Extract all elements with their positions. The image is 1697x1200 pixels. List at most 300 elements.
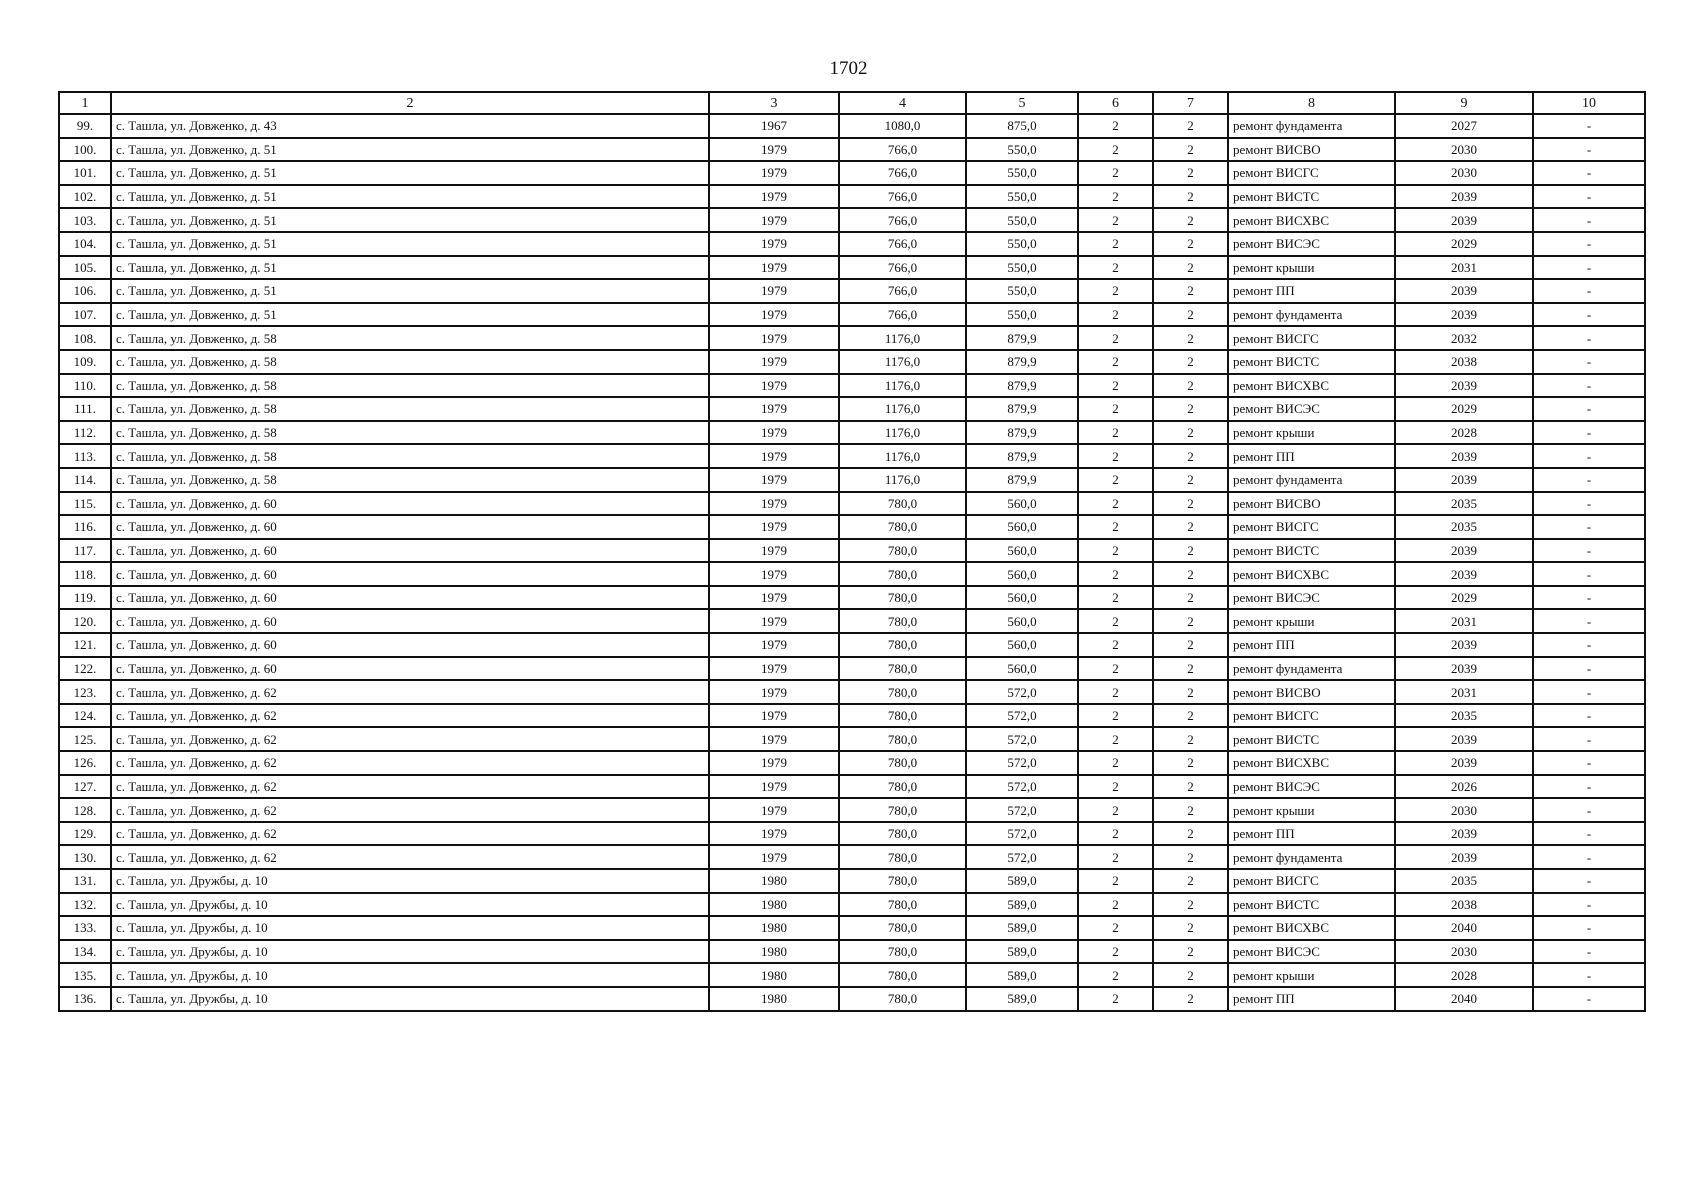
row-number-cell: 102. bbox=[59, 185, 111, 209]
total-area-cell: 780,0 bbox=[839, 727, 966, 751]
floors-cell: 2 bbox=[1078, 727, 1153, 751]
note-cell: - bbox=[1533, 279, 1645, 303]
year-cell: 1979 bbox=[709, 586, 839, 610]
entrances-cell: 2 bbox=[1153, 468, 1228, 492]
year-cell: 1979 bbox=[709, 775, 839, 799]
floors-cell: 2 bbox=[1078, 114, 1153, 138]
table-row bbox=[59, 987, 1645, 1011]
address-cell: с. Ташла, ул. Довженко, д. 60 bbox=[111, 657, 709, 681]
entrances-cell: 2 bbox=[1153, 798, 1228, 822]
work-type-cell: ремонт ВИСТС bbox=[1228, 893, 1395, 917]
total-area-cell: 766,0 bbox=[839, 256, 966, 280]
planned-year-cell: 2027 bbox=[1395, 114, 1533, 138]
total-area-cell: 766,0 bbox=[839, 161, 966, 185]
note-cell: - bbox=[1533, 444, 1645, 468]
row-number-cell: 126. bbox=[59, 751, 111, 775]
row-number-cell: 109. bbox=[59, 350, 111, 374]
row-number-cell: 108. bbox=[59, 326, 111, 350]
address-cell: с. Ташла, ул. Довженко, д. 51 bbox=[111, 208, 709, 232]
entrances-cell: 2 bbox=[1153, 775, 1228, 799]
note-cell: - bbox=[1533, 539, 1645, 563]
year-cell: 1979 bbox=[709, 374, 839, 398]
note-cell: - bbox=[1533, 987, 1645, 1011]
work-type-cell: ремонт ВИСХВС bbox=[1228, 751, 1395, 775]
planned-year-cell: 2031 bbox=[1395, 609, 1533, 633]
row-number-cell: 101. bbox=[59, 161, 111, 185]
year-cell: 1980 bbox=[709, 869, 839, 893]
address-cell: с. Ташла, ул. Довженко, д. 60 bbox=[111, 492, 709, 516]
address-cell: с. Ташла, ул. Довженко, д. 58 bbox=[111, 468, 709, 492]
floors-cell: 2 bbox=[1078, 893, 1153, 917]
note-cell: - bbox=[1533, 680, 1645, 704]
planned-year-cell: 2035 bbox=[1395, 515, 1533, 539]
column-header: 1 bbox=[59, 92, 111, 114]
year-cell: 1979 bbox=[709, 798, 839, 822]
entrances-cell: 2 bbox=[1153, 161, 1228, 185]
address-cell: с. Ташла, ул. Довженко, д. 62 bbox=[111, 727, 709, 751]
note-cell: - bbox=[1533, 421, 1645, 445]
entrances-cell: 2 bbox=[1153, 562, 1228, 586]
entrances-cell: 2 bbox=[1153, 326, 1228, 350]
year-cell: 1979 bbox=[709, 515, 839, 539]
address-cell: с. Ташла, ул. Довженко, д. 51 bbox=[111, 256, 709, 280]
work-type-cell: ремонт ВИСВО bbox=[1228, 680, 1395, 704]
note-cell: - bbox=[1533, 893, 1645, 917]
year-cell: 1979 bbox=[709, 350, 839, 374]
total-area-cell: 780,0 bbox=[839, 916, 966, 940]
living-area-cell: 560,0 bbox=[966, 539, 1078, 563]
planned-year-cell: 2039 bbox=[1395, 751, 1533, 775]
table-row bbox=[59, 421, 1645, 445]
table-row bbox=[59, 138, 1645, 162]
column-header: 8 bbox=[1228, 92, 1395, 114]
living-area-cell: 589,0 bbox=[966, 916, 1078, 940]
row-number-cell: 112. bbox=[59, 421, 111, 445]
living-area-cell: 550,0 bbox=[966, 303, 1078, 327]
living-area-cell: 560,0 bbox=[966, 657, 1078, 681]
address-cell: с. Ташла, ул. Довженко, д. 62 bbox=[111, 845, 709, 869]
floors-cell: 2 bbox=[1078, 963, 1153, 987]
row-number-cell: 114. bbox=[59, 468, 111, 492]
year-cell: 1979 bbox=[709, 492, 839, 516]
row-number-cell: 103. bbox=[59, 208, 111, 232]
note-cell: - bbox=[1533, 633, 1645, 657]
year-cell: 1980 bbox=[709, 893, 839, 917]
note-cell: - bbox=[1533, 232, 1645, 256]
total-area-cell: 766,0 bbox=[839, 138, 966, 162]
total-area-cell: 766,0 bbox=[839, 185, 966, 209]
table-row bbox=[59, 468, 1645, 492]
row-number-cell: 119. bbox=[59, 586, 111, 610]
table-row bbox=[59, 492, 1645, 516]
total-area-cell: 766,0 bbox=[839, 208, 966, 232]
row-number-cell: 100. bbox=[59, 138, 111, 162]
note-cell: - bbox=[1533, 869, 1645, 893]
living-area-cell: 589,0 bbox=[966, 963, 1078, 987]
address-cell: с. Ташла, ул. Довженко, д. 62 bbox=[111, 680, 709, 704]
address-cell: с. Ташла, ул. Довженко, д. 51 bbox=[111, 161, 709, 185]
planned-year-cell: 2039 bbox=[1395, 845, 1533, 869]
entrances-cell: 2 bbox=[1153, 114, 1228, 138]
year-cell: 1979 bbox=[709, 633, 839, 657]
note-cell: - bbox=[1533, 326, 1645, 350]
living-area-cell: 560,0 bbox=[966, 586, 1078, 610]
entrances-cell: 2 bbox=[1153, 751, 1228, 775]
table-body bbox=[59, 114, 1645, 1011]
row-number-cell: 136. bbox=[59, 987, 111, 1011]
work-type-cell: ремонт ВИСТС bbox=[1228, 350, 1395, 374]
planned-year-cell: 2040 bbox=[1395, 987, 1533, 1011]
total-area-cell: 780,0 bbox=[839, 963, 966, 987]
note-cell: - bbox=[1533, 751, 1645, 775]
living-area-cell: 572,0 bbox=[966, 798, 1078, 822]
floors-cell: 2 bbox=[1078, 798, 1153, 822]
work-type-cell: ремонт ВИСГС bbox=[1228, 704, 1395, 728]
entrances-cell: 2 bbox=[1153, 208, 1228, 232]
floors-cell: 2 bbox=[1078, 822, 1153, 846]
register-table bbox=[58, 91, 1646, 1012]
address-cell: с. Ташла, ул. Довженко, д. 58 bbox=[111, 444, 709, 468]
table-row bbox=[59, 114, 1645, 138]
row-number-cell: 115. bbox=[59, 492, 111, 516]
row-number-cell: 105. bbox=[59, 256, 111, 280]
work-type-cell: ремонт крыши bbox=[1228, 256, 1395, 280]
planned-year-cell: 2031 bbox=[1395, 256, 1533, 280]
work-type-cell: ремонт крыши bbox=[1228, 421, 1395, 445]
work-type-cell: ремонт ВИСХВС bbox=[1228, 916, 1395, 940]
total-area-cell: 766,0 bbox=[839, 279, 966, 303]
work-type-cell: ремонт фундамента bbox=[1228, 845, 1395, 869]
year-cell: 1979 bbox=[709, 185, 839, 209]
living-area-cell: 550,0 bbox=[966, 208, 1078, 232]
address-cell: с. Ташла, ул. Довженко, д. 51 bbox=[111, 138, 709, 162]
total-area-cell: 780,0 bbox=[839, 680, 966, 704]
planned-year-cell: 2039 bbox=[1395, 468, 1533, 492]
living-area-cell: 875,0 bbox=[966, 114, 1078, 138]
row-number-cell: 122. bbox=[59, 657, 111, 681]
row-number-cell: 135. bbox=[59, 963, 111, 987]
address-cell: с. Ташла, ул. Довженко, д. 58 bbox=[111, 374, 709, 398]
year-cell: 1979 bbox=[709, 208, 839, 232]
row-number-cell: 123. bbox=[59, 680, 111, 704]
floors-cell: 2 bbox=[1078, 326, 1153, 350]
year-cell: 1979 bbox=[709, 303, 839, 327]
entrances-cell: 2 bbox=[1153, 515, 1228, 539]
table-row bbox=[59, 916, 1645, 940]
total-area-cell: 780,0 bbox=[839, 562, 966, 586]
table-row bbox=[59, 963, 1645, 987]
year-cell: 1979 bbox=[709, 704, 839, 728]
total-area-cell: 780,0 bbox=[839, 539, 966, 563]
total-area-cell: 780,0 bbox=[839, 633, 966, 657]
row-number-cell: 111. bbox=[59, 397, 111, 421]
work-type-cell: ремонт крыши bbox=[1228, 609, 1395, 633]
table-row bbox=[59, 374, 1645, 398]
table-row bbox=[59, 727, 1645, 751]
entrances-cell: 2 bbox=[1153, 138, 1228, 162]
table-row bbox=[59, 562, 1645, 586]
address-cell: с. Ташла, ул. Довженко, д. 60 bbox=[111, 609, 709, 633]
living-area-cell: 550,0 bbox=[966, 161, 1078, 185]
entrances-cell: 2 bbox=[1153, 822, 1228, 846]
year-cell: 1979 bbox=[709, 562, 839, 586]
table-row bbox=[59, 893, 1645, 917]
total-area-cell: 1176,0 bbox=[839, 468, 966, 492]
address-cell: с. Ташла, ул. Довженко, д. 43 bbox=[111, 114, 709, 138]
note-cell: - bbox=[1533, 374, 1645, 398]
work-type-cell: ремонт фундамента bbox=[1228, 303, 1395, 327]
year-cell: 1979 bbox=[709, 539, 839, 563]
living-area-cell: 560,0 bbox=[966, 515, 1078, 539]
year-cell: 1979 bbox=[709, 468, 839, 492]
year-cell: 1979 bbox=[709, 256, 839, 280]
living-area-cell: 879,9 bbox=[966, 397, 1078, 421]
work-type-cell: ремонт фундамента bbox=[1228, 468, 1395, 492]
row-number-cell: 113. bbox=[59, 444, 111, 468]
living-area-cell: 572,0 bbox=[966, 680, 1078, 704]
planned-year-cell: 2032 bbox=[1395, 326, 1533, 350]
year-cell: 1979 bbox=[709, 822, 839, 846]
living-area-cell: 589,0 bbox=[966, 987, 1078, 1011]
address-cell: с. Ташла, ул. Довженко, д. 51 bbox=[111, 185, 709, 209]
address-cell: с. Ташла, ул. Довженко, д. 60 bbox=[111, 539, 709, 563]
planned-year-cell: 2039 bbox=[1395, 279, 1533, 303]
living-area-cell: 572,0 bbox=[966, 775, 1078, 799]
work-type-cell: ремонт ВИСТС bbox=[1228, 185, 1395, 209]
address-cell: с. Ташла, ул. Довженко, д. 51 bbox=[111, 279, 709, 303]
entrances-cell: 2 bbox=[1153, 256, 1228, 280]
planned-year-cell: 2028 bbox=[1395, 963, 1533, 987]
table-row bbox=[59, 350, 1645, 374]
address-cell: с. Ташла, ул. Довженко, д. 51 bbox=[111, 303, 709, 327]
total-area-cell: 780,0 bbox=[839, 893, 966, 917]
note-cell: - bbox=[1533, 845, 1645, 869]
entrances-cell: 2 bbox=[1153, 845, 1228, 869]
living-area-cell: 572,0 bbox=[966, 822, 1078, 846]
entrances-cell: 2 bbox=[1153, 704, 1228, 728]
row-number-cell: 99. bbox=[59, 114, 111, 138]
row-number-cell: 125. bbox=[59, 727, 111, 751]
row-number-cell: 127. bbox=[59, 775, 111, 799]
planned-year-cell: 2029 bbox=[1395, 397, 1533, 421]
address-cell: с. Ташла, ул. Довженко, д. 62 bbox=[111, 798, 709, 822]
work-type-cell: ремонт ВИСЭС bbox=[1228, 232, 1395, 256]
planned-year-cell: 2038 bbox=[1395, 350, 1533, 374]
column-header: 7 bbox=[1153, 92, 1228, 114]
table-row bbox=[59, 704, 1645, 728]
entrances-cell: 2 bbox=[1153, 185, 1228, 209]
entrances-cell: 2 bbox=[1153, 987, 1228, 1011]
total-area-cell: 766,0 bbox=[839, 303, 966, 327]
note-cell: - bbox=[1533, 468, 1645, 492]
note-cell: - bbox=[1533, 161, 1645, 185]
living-area-cell: 560,0 bbox=[966, 562, 1078, 586]
note-cell: - bbox=[1533, 916, 1645, 940]
table-row bbox=[59, 444, 1645, 468]
note-cell: - bbox=[1533, 609, 1645, 633]
table-header-row bbox=[59, 92, 1645, 114]
work-type-cell: ремонт ВИСГС bbox=[1228, 869, 1395, 893]
living-area-cell: 550,0 bbox=[966, 232, 1078, 256]
work-type-cell: ремонт ПП bbox=[1228, 987, 1395, 1011]
floors-cell: 2 bbox=[1078, 751, 1153, 775]
address-cell: с. Ташла, ул. Довженко, д. 60 bbox=[111, 515, 709, 539]
work-type-cell: ремонт фундамента bbox=[1228, 657, 1395, 681]
address-cell: с. Ташла, ул. Дружбы, д. 10 bbox=[111, 869, 709, 893]
row-number-cell: 106. bbox=[59, 279, 111, 303]
living-area-cell: 572,0 bbox=[966, 845, 1078, 869]
year-cell: 1980 bbox=[709, 940, 839, 964]
planned-year-cell: 2028 bbox=[1395, 421, 1533, 445]
entrances-cell: 2 bbox=[1153, 374, 1228, 398]
living-area-cell: 589,0 bbox=[966, 940, 1078, 964]
work-type-cell: ремонт ПП bbox=[1228, 633, 1395, 657]
entrances-cell: 2 bbox=[1153, 279, 1228, 303]
planned-year-cell: 2040 bbox=[1395, 916, 1533, 940]
living-area-cell: 550,0 bbox=[966, 185, 1078, 209]
total-area-cell: 780,0 bbox=[839, 751, 966, 775]
entrances-cell: 2 bbox=[1153, 397, 1228, 421]
work-type-cell: ремонт ПП bbox=[1228, 279, 1395, 303]
work-type-cell: ремонт ПП bbox=[1228, 822, 1395, 846]
total-area-cell: 780,0 bbox=[839, 940, 966, 964]
row-number-cell: 118. bbox=[59, 562, 111, 586]
note-cell: - bbox=[1533, 350, 1645, 374]
floors-cell: 2 bbox=[1078, 232, 1153, 256]
column-header: 10 bbox=[1533, 92, 1645, 114]
work-type-cell: ремонт фундамента bbox=[1228, 114, 1395, 138]
table-row bbox=[59, 845, 1645, 869]
work-type-cell: ремонт крыши bbox=[1228, 963, 1395, 987]
floors-cell: 2 bbox=[1078, 775, 1153, 799]
living-area-cell: 879,9 bbox=[966, 421, 1078, 445]
total-area-cell: 1176,0 bbox=[839, 421, 966, 445]
note-cell: - bbox=[1533, 492, 1645, 516]
planned-year-cell: 2030 bbox=[1395, 161, 1533, 185]
floors-cell: 2 bbox=[1078, 421, 1153, 445]
living-area-cell: 572,0 bbox=[966, 727, 1078, 751]
living-area-cell: 550,0 bbox=[966, 279, 1078, 303]
address-cell: с. Ташла, ул. Дружбы, д. 10 bbox=[111, 987, 709, 1011]
table-row bbox=[59, 515, 1645, 539]
planned-year-cell: 2039 bbox=[1395, 727, 1533, 751]
table-row bbox=[59, 609, 1645, 633]
note-cell: - bbox=[1533, 397, 1645, 421]
page-number: 1702 bbox=[829, 58, 868, 79]
total-area-cell: 780,0 bbox=[839, 987, 966, 1011]
address-cell: с. Ташла, ул. Довженко, д. 58 bbox=[111, 397, 709, 421]
planned-year-cell: 2029 bbox=[1395, 232, 1533, 256]
table-row bbox=[59, 279, 1645, 303]
floors-cell: 2 bbox=[1078, 609, 1153, 633]
entrances-cell: 2 bbox=[1153, 916, 1228, 940]
column-header: 5 bbox=[966, 92, 1078, 114]
floors-cell: 2 bbox=[1078, 940, 1153, 964]
work-type-cell: ремонт крыши bbox=[1228, 798, 1395, 822]
planned-year-cell: 2039 bbox=[1395, 633, 1533, 657]
total-area-cell: 780,0 bbox=[839, 775, 966, 799]
floors-cell: 2 bbox=[1078, 987, 1153, 1011]
note-cell: - bbox=[1533, 727, 1645, 751]
living-area-cell: 589,0 bbox=[966, 893, 1078, 917]
floors-cell: 2 bbox=[1078, 256, 1153, 280]
row-number-cell: 107. bbox=[59, 303, 111, 327]
work-type-cell: ремонт ВИСТС bbox=[1228, 539, 1395, 563]
year-cell: 1980 bbox=[709, 987, 839, 1011]
total-area-cell: 780,0 bbox=[839, 704, 966, 728]
work-type-cell: ремонт ВИСВО bbox=[1228, 492, 1395, 516]
table-row bbox=[59, 208, 1645, 232]
planned-year-cell: 2030 bbox=[1395, 138, 1533, 162]
note-cell: - bbox=[1533, 798, 1645, 822]
floors-cell: 2 bbox=[1078, 586, 1153, 610]
table-row bbox=[59, 539, 1645, 563]
total-area-cell: 780,0 bbox=[839, 609, 966, 633]
planned-year-cell: 2039 bbox=[1395, 374, 1533, 398]
living-area-cell: 879,9 bbox=[966, 326, 1078, 350]
year-cell: 1979 bbox=[709, 680, 839, 704]
floors-cell: 2 bbox=[1078, 562, 1153, 586]
note-cell: - bbox=[1533, 185, 1645, 209]
note-cell: - bbox=[1533, 775, 1645, 799]
planned-year-cell: 2039 bbox=[1395, 444, 1533, 468]
row-number-cell: 134. bbox=[59, 940, 111, 964]
row-number-cell: 133. bbox=[59, 916, 111, 940]
row-number-cell: 132. bbox=[59, 893, 111, 917]
year-cell: 1979 bbox=[709, 657, 839, 681]
address-cell: с. Ташла, ул. Довженко, д. 60 bbox=[111, 586, 709, 610]
entrances-cell: 2 bbox=[1153, 680, 1228, 704]
entrances-cell: 2 bbox=[1153, 633, 1228, 657]
entrances-cell: 2 bbox=[1153, 727, 1228, 751]
planned-year-cell: 2030 bbox=[1395, 940, 1533, 964]
planned-year-cell: 2035 bbox=[1395, 704, 1533, 728]
year-cell: 1967 bbox=[709, 114, 839, 138]
floors-cell: 2 bbox=[1078, 845, 1153, 869]
address-cell: с. Ташла, ул. Довженко, д. 60 bbox=[111, 633, 709, 657]
note-cell: - bbox=[1533, 963, 1645, 987]
entrances-cell: 2 bbox=[1153, 421, 1228, 445]
note-cell: - bbox=[1533, 657, 1645, 681]
table-row bbox=[59, 256, 1645, 280]
entrances-cell: 2 bbox=[1153, 609, 1228, 633]
floors-cell: 2 bbox=[1078, 279, 1153, 303]
address-cell: с. Ташла, ул. Довженко, д. 58 bbox=[111, 326, 709, 350]
planned-year-cell: 2039 bbox=[1395, 822, 1533, 846]
note-cell: - bbox=[1533, 256, 1645, 280]
work-type-cell: ремонт ВИСВО bbox=[1228, 138, 1395, 162]
note-cell: - bbox=[1533, 208, 1645, 232]
floors-cell: 2 bbox=[1078, 444, 1153, 468]
table-row bbox=[59, 397, 1645, 421]
living-area-cell: 560,0 bbox=[966, 633, 1078, 657]
work-type-cell: ремонт ВИСГС bbox=[1228, 326, 1395, 350]
address-cell: с. Ташла, ул. Довженко, д. 62 bbox=[111, 704, 709, 728]
table-row bbox=[59, 326, 1645, 350]
total-area-cell: 1176,0 bbox=[839, 326, 966, 350]
address-cell: с. Ташла, ул. Довженко, д. 62 bbox=[111, 775, 709, 799]
year-cell: 1979 bbox=[709, 444, 839, 468]
note-cell: - bbox=[1533, 822, 1645, 846]
row-number-cell: 104. bbox=[59, 232, 111, 256]
living-area-cell: 879,9 bbox=[966, 468, 1078, 492]
row-number-cell: 110. bbox=[59, 374, 111, 398]
work-type-cell: ремонт ВИСЭС bbox=[1228, 586, 1395, 610]
entrances-cell: 2 bbox=[1153, 350, 1228, 374]
table-row bbox=[59, 657, 1645, 681]
table-row bbox=[59, 940, 1645, 964]
planned-year-cell: 2031 bbox=[1395, 680, 1533, 704]
